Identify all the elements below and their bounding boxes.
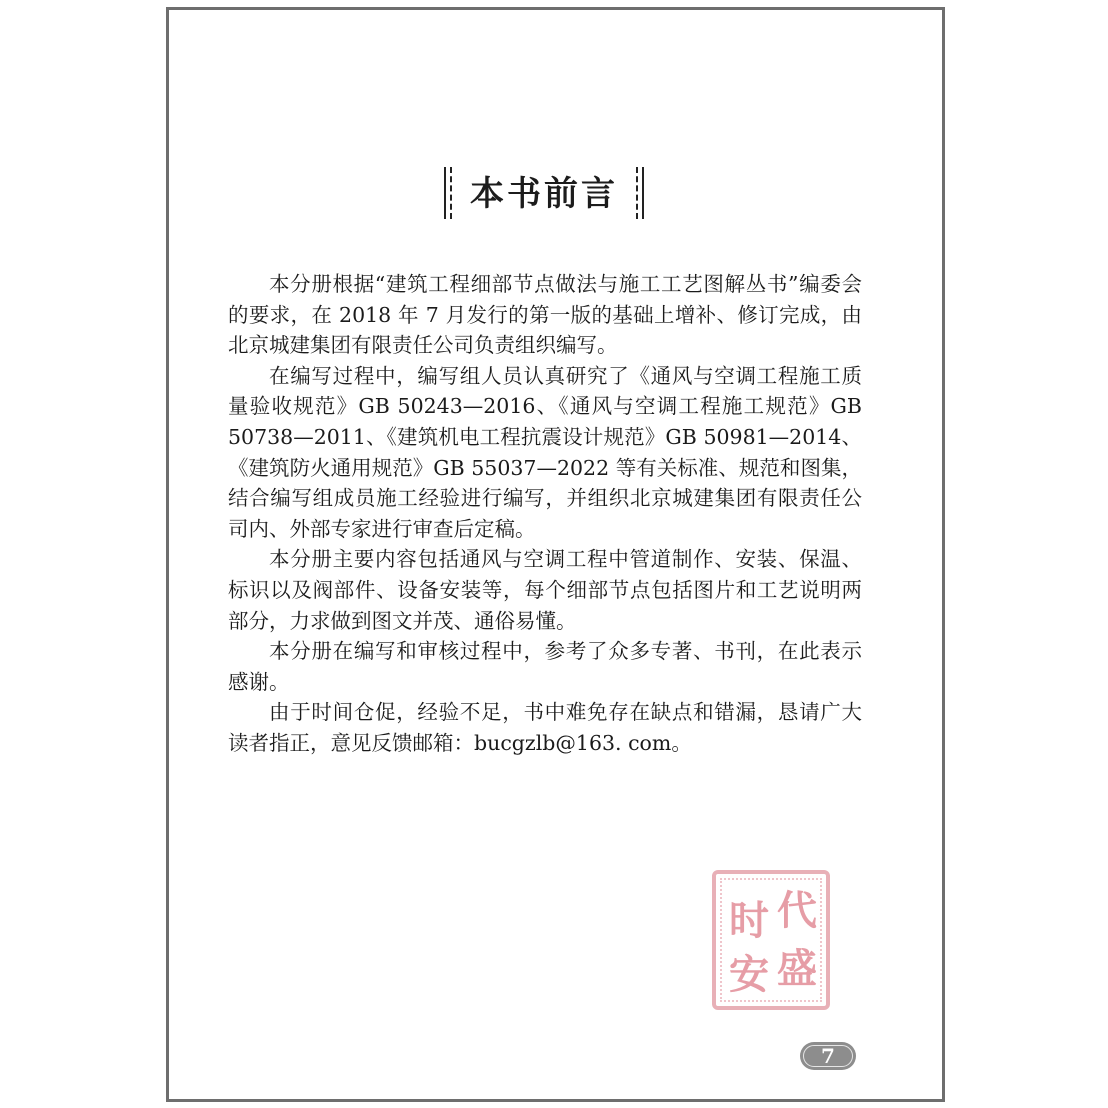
- title-left-dashed-rule: [450, 167, 456, 219]
- preface-body: [228, 269, 862, 759]
- seal-char: 时: [729, 898, 769, 944]
- seal-char: 安: [729, 952, 769, 998]
- seal-char: 代: [777, 888, 817, 934]
- preface-title-block: [444, 165, 644, 223]
- seal-char: 盛: [777, 946, 817, 992]
- paragraph: 本分册在编写和审核过程中，参考了众多专著、书刊，在此表示感谢。: [228, 639, 862, 694]
- page-number-badge: [800, 1042, 856, 1070]
- paragraph: 在编写过程中，编写组人员认真研究了《通风与空调工程施工质量验收规范》GB 50243—2016、《通风与空调工程施工规范》GB 50738—2011、《建筑机电工程抗震设计规范》GB 50981—2014、《建筑防火通用规范》GB 55037—2022 等有关标准、规范和图集，结合编写组成员施工经验进行编写，并组织北京城建集团有限责任公司内、外部专家进行审查后定稿。: [228, 363, 862, 541]
- paragraph: 由于时间仓促，经验不足，书中难免存在缺点和错漏，恳请广大读者指正，意见反馈邮箱：bucgzlb@163. com。: [228, 700, 862, 755]
- paragraph: 本分册主要内容包括通风与空调工程中管道制作、安装、保温、标识以及阀部件、设备安装等，每个细部节点包括图片和工艺说明两部分，力求做到图文并茂、通俗易懂。: [228, 547, 862, 633]
- page-number-ring: [803, 1045, 853, 1067]
- watermark-seal: [712, 870, 830, 1010]
- page-number: 7: [821, 1044, 835, 1068]
- title-right-rule: [638, 167, 644, 219]
- page-title: 本书前言: [470, 174, 618, 214]
- paragraph: 本分册根据“建筑工程细部节点做法与施工工艺图解丛书”编委会的要求，在 2018 年 7 月发行的第一版的基础上增补、修订完成，由北京城建集团有限责任公司负责组织编写。: [228, 272, 862, 358]
